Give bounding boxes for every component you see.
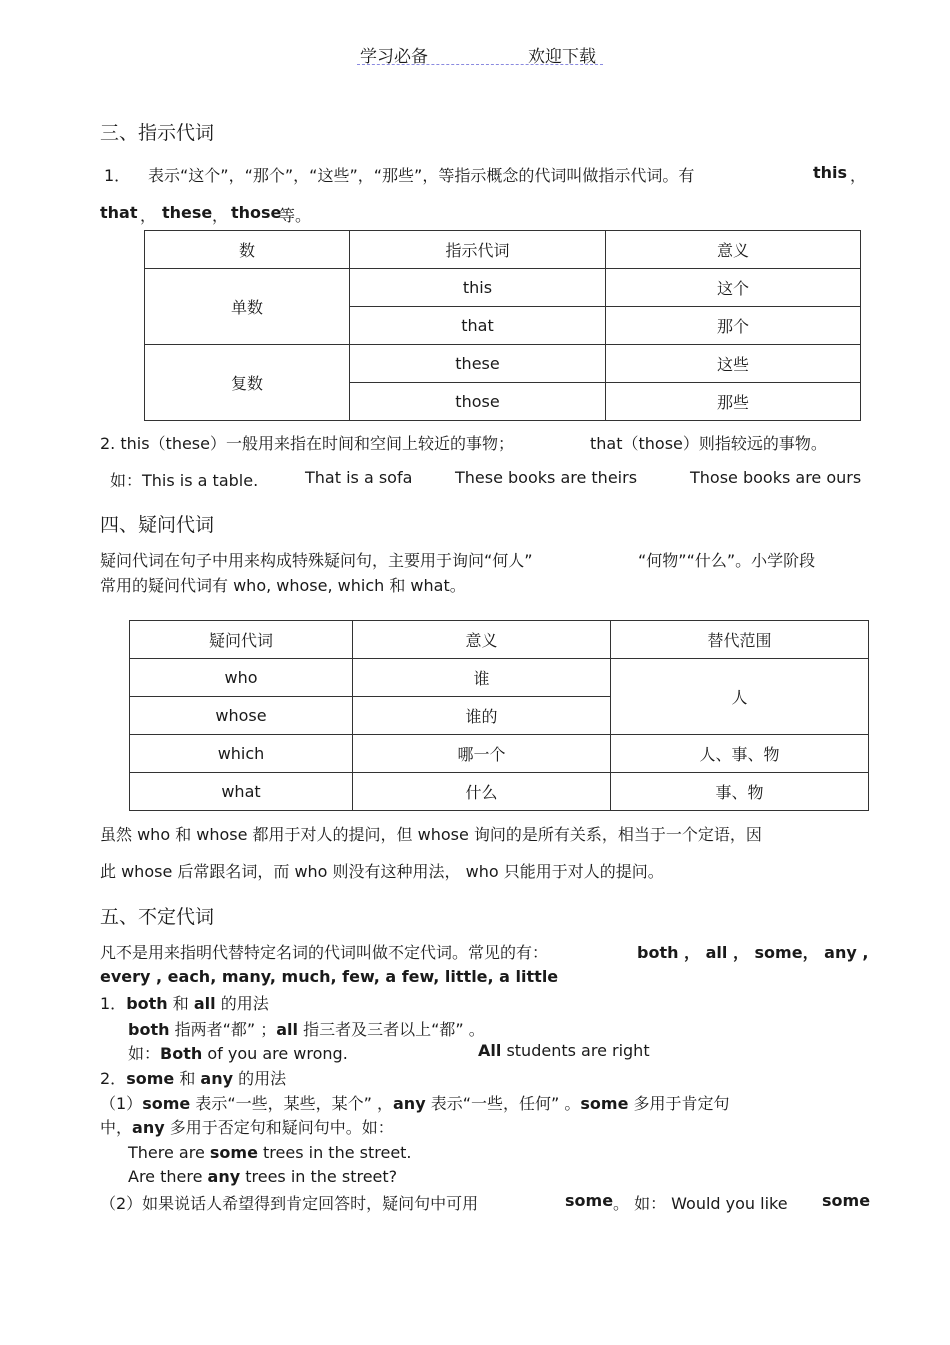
word-cell: who	[130, 659, 353, 697]
table-row	[145, 269, 861, 307]
sec3-l2-sep2: ，	[212, 206, 229, 225]
sec3-l2-sep1: ，	[140, 206, 157, 225]
ex-some: some	[209, 1143, 258, 1162]
sec3-p1-num: 1．	[104, 166, 131, 185]
table-header-row	[145, 231, 861, 269]
table-header-cell: 疑问代词	[130, 621, 353, 659]
sub1-b: 表示“一些，任何” 。	[425, 1094, 581, 1113]
sub2-line	[100, 1191, 478, 1214]
table-header-cell: 指示代词	[350, 231, 606, 269]
sub1-c: 多用于肯定句	[628, 1094, 730, 1113]
ex-any: any	[207, 1167, 241, 1186]
sec3-l2-those: those	[231, 203, 282, 222]
ex-a: There are	[128, 1143, 210, 1162]
sec3-p2-a: 2. this（these）一般用来指在时间和空间上较近的事物；	[100, 434, 514, 453]
ex-both: Both	[160, 1044, 203, 1063]
sec4-p1b: “何物”“什么”。小学阶段	[638, 551, 816, 570]
table-row	[145, 345, 861, 383]
item1-desc	[128, 1017, 485, 1040]
example-2: That is a sofa	[305, 468, 413, 487]
sub1-any: any	[393, 1094, 426, 1113]
desc-all: all	[276, 1020, 299, 1039]
sec4-p2: 常用的疑问代词有 who, whose, which 和 what。	[100, 576, 466, 595]
sub1-cont-rest: 多用于否定句和疑问句中。如：	[164, 1118, 394, 1137]
sub1-cont-pre: 中，	[100, 1118, 133, 1137]
table-header-cell: 数	[145, 231, 350, 269]
word-cell: this	[350, 269, 606, 307]
section4-heading: 四、疑问代词	[100, 514, 215, 536]
scope-cell: 人、事、物	[611, 735, 869, 773]
example-4: Those books are ours	[690, 468, 862, 487]
example-3: These books are theirs	[455, 468, 638, 487]
meaning-cell: 谁	[353, 659, 611, 697]
meaning-cell: 什么	[353, 773, 611, 811]
group-singular: 单数	[145, 269, 350, 345]
sub1-pre: （1）	[100, 1094, 143, 1113]
item2-num: 2．	[100, 1069, 127, 1088]
sec5-p2: every , each, many, much, few, a few, little, a little	[100, 967, 559, 986]
desc-both: both	[128, 1020, 170, 1039]
word-cell: that	[350, 307, 606, 345]
word-cell: these	[350, 345, 606, 383]
header-underline	[357, 64, 603, 65]
sub1-cont-any: any	[132, 1118, 165, 1137]
sec4-p4: 此 whose 后常跟名词，而 who 则没有这种用法， who 只能用于对人的提问。	[100, 862, 664, 881]
ex-prefix: 如：	[128, 1044, 161, 1063]
item2-line	[100, 1066, 286, 1089]
item1-example-2	[478, 1041, 650, 1060]
meaning-cell: 那些	[606, 383, 861, 421]
item2-some: some	[126, 1069, 175, 1088]
table-header-cell: 替代范围	[611, 621, 869, 659]
table-row	[130, 773, 869, 811]
table-header-row	[130, 621, 869, 659]
sub1-a: 表示“一些，某些，某个” ，	[190, 1094, 393, 1113]
scope-cell: 事、物	[611, 773, 869, 811]
sec3-l2-these: these	[162, 203, 213, 222]
interrogative-table	[129, 620, 869, 811]
item1-all: all	[193, 994, 216, 1013]
item1-line	[100, 991, 269, 1014]
any-example-1	[128, 1167, 397, 1186]
table-header-cell: 意义	[353, 621, 611, 659]
word-cell: what	[130, 773, 353, 811]
sec3-p1-comma: ，	[850, 166, 867, 185]
sub1-some2: some	[580, 1094, 629, 1113]
meaning-cell: 那个	[606, 307, 861, 345]
sub2-a: （2）如果说话人希望得到肯定回答时，疑问句中可用	[100, 1194, 479, 1213]
sec3-p1-this: this	[813, 163, 848, 182]
ex-rest: students are right	[501, 1041, 650, 1060]
item1-num: 1．	[100, 994, 127, 1013]
header-right: 欢迎下载	[528, 47, 596, 67]
item2-any: any	[200, 1069, 234, 1088]
section3-heading: 三、指示代词	[100, 122, 215, 144]
sub2-some2: some	[822, 1191, 871, 1210]
ex-rest: of you are wrong.	[202, 1044, 348, 1063]
item1-and: 和	[167, 994, 194, 1013]
sub2-b: 。 如： Would you like	[613, 1194, 788, 1213]
desc-b: 指三者及三者以上“都” 。	[298, 1020, 485, 1039]
sec4-p3: 虽然 who 和 whose 都用于对人的提问，但 whose 询问的是所有关系，相当于一个定语，因	[100, 825, 762, 844]
meaning-cell: 这个	[606, 269, 861, 307]
sec5-p1: 凡不是用来指明代替特定名词的代词叫做不定代词。常见的有：	[100, 943, 549, 962]
ex-b: trees in the street.	[257, 1143, 412, 1162]
word-cell: those	[350, 383, 606, 421]
sec3-p1-text: 表示“这个”，“那个”，“这些”，“那些”，等指示概念的代词叫做指示代词。有	[148, 166, 695, 185]
example-1: 如：This is a table.	[110, 471, 259, 490]
group-plural: 复数	[145, 345, 350, 421]
section5-heading: 五、不定代词	[100, 906, 215, 928]
header-left: 学习必备	[360, 47, 428, 67]
sub2-some: some	[565, 1191, 614, 1210]
meaning-cell: 谁的	[353, 697, 611, 735]
table-row	[130, 735, 869, 773]
sub1-some: some	[142, 1094, 191, 1113]
ex-all: All	[478, 1041, 502, 1060]
ex-a: Are there	[128, 1167, 208, 1186]
word-cell: whose	[130, 697, 353, 735]
word-cell: which	[130, 735, 353, 773]
demonstrative-table	[144, 230, 861, 421]
item2-and: 和	[174, 1069, 201, 1088]
sub1-cont	[100, 1115, 394, 1138]
scope-cell-merged: 人	[611, 659, 869, 735]
some-example-1	[128, 1143, 412, 1162]
sec5-p1-words: both ， all ， some， any ,	[637, 943, 869, 962]
meaning-cell: 这些	[606, 345, 861, 383]
desc-a: 指两者“都” ；	[169, 1020, 277, 1039]
meaning-cell: 哪一个	[353, 735, 611, 773]
ex-b: trees in the street?	[240, 1167, 398, 1186]
sub1-line	[100, 1091, 730, 1114]
item1-example-1	[128, 1041, 348, 1064]
sec4-p1a: 疑问代词在句子中用来构成特殊疑问句，主要用于询问“何人”	[100, 551, 533, 570]
table-row	[130, 659, 869, 697]
sec3-l2-end: 等。	[279, 206, 312, 225]
table-header-cell: 意义	[606, 231, 861, 269]
item1-end: 的用法	[215, 994, 269, 1013]
sec3-l2-that: that	[100, 203, 138, 222]
sec3-p2-b: that（those）则指较远的事物。	[590, 434, 827, 453]
item1-both: both	[126, 994, 168, 1013]
item2-end: 的用法	[233, 1069, 287, 1088]
